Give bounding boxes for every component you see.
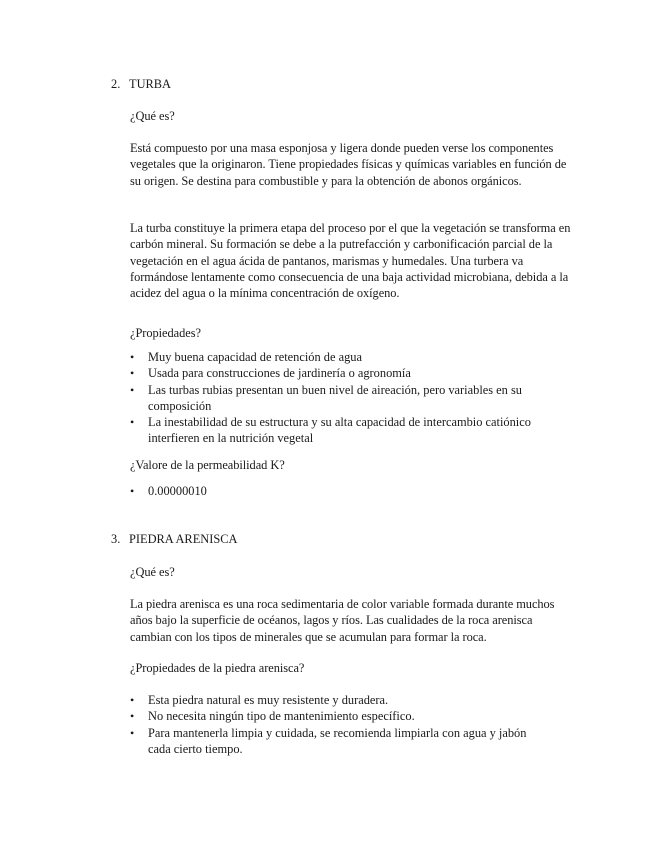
list-item: • Esta piedra natural es muy resistente y duradera. (130, 693, 389, 707)
question-permeability (130, 457, 570, 473)
permeability-list (130, 483, 570, 499)
paragraph-text: La piedra arenisca es una roca sedimentaria de color variable formada durante muchos años bajo la superficie de océanos, lagos y ríos. Las cualidades de la roca arenisca cambian con los tipos de minerales que se acumulan para formar la roca. (130, 597, 555, 644)
section-title: PIEDRA ARENISCA (129, 532, 238, 546)
list-item: • Las turbas rubias presentan un buen nivel de aireación, pero variables en su composición (130, 382, 522, 413)
paragraph (130, 140, 570, 189)
bullet-icon: • (130, 693, 135, 707)
question-text: ¿Qué es? (130, 565, 175, 579)
section-heading-piedra-arenisca (111, 531, 237, 547)
question-text: ¿Propiedades? (130, 326, 201, 340)
paragraph-text: La turba constituye la primera etapa del proceso por el que la vegetación se transforma en carbón mineral. Su formación se debe a la putrefacción y carbonificación parcial de la vegetación en el agua ácida de pantanos, marismas y humedales. Una turbera va formándose lentamente como consecuencia de una baja actividad microbiana, debida a la acidez del agua o la mínima concentración de oxígeno. (130, 221, 571, 301)
section-number: 2. (111, 77, 121, 91)
question-text: ¿Propiedades de la piedra arenisca? (130, 661, 305, 675)
list-item: • Usada para construcciones de jardinería o agronomía (130, 366, 411, 381)
properties-list (130, 692, 550, 757)
bullet-icon: • (130, 350, 135, 364)
list-item: • Para mantenerla limpia y cuidada, se recomienda limpiarla con agua y jabón cada cierto tiempo. (130, 725, 527, 756)
section-heading-turba (111, 76, 171, 92)
bullet-icon: • (130, 484, 135, 498)
question-what-is (130, 108, 570, 124)
list-item: • La inestabilidad de su estructura y su alta capacidad de intercambio catiónico interfieren en la nutrición vegetal (130, 415, 531, 446)
paragraph (130, 596, 560, 645)
question-what-is (130, 564, 570, 580)
paragraph (130, 220, 575, 301)
bullet-icon: • (130, 366, 135, 381)
question-text: ¿Valore de la permeabilidad K? (130, 458, 285, 472)
paragraph-text: Está compuesto por una masa esponjosa y ligera donde pueden verse los componentes vegetales que la originaron. Tiene propiedades físicas y químicas variables en función de su origen. Se destina para combustible y para la obtención de abonos orgánicos. (130, 141, 567, 188)
list-item: • 0.00000010 (130, 484, 207, 498)
bullet-icon: • (130, 709, 135, 724)
section-number: 3. (111, 532, 121, 546)
section-title: TURBA (129, 77, 171, 91)
properties-list (130, 349, 560, 447)
question-properties (130, 660, 570, 676)
question-properties (130, 325, 570, 341)
question-text: ¿Qué es? (130, 109, 175, 123)
bullet-icon: • (130, 725, 135, 740)
list-item: • No necesita ningún tipo de mantenimiento específico. (130, 709, 415, 724)
list-item: • Muy buena capacidad de retención de agua (130, 350, 362, 364)
bullet-icon: • (130, 382, 135, 397)
bullet-icon: • (130, 415, 135, 430)
